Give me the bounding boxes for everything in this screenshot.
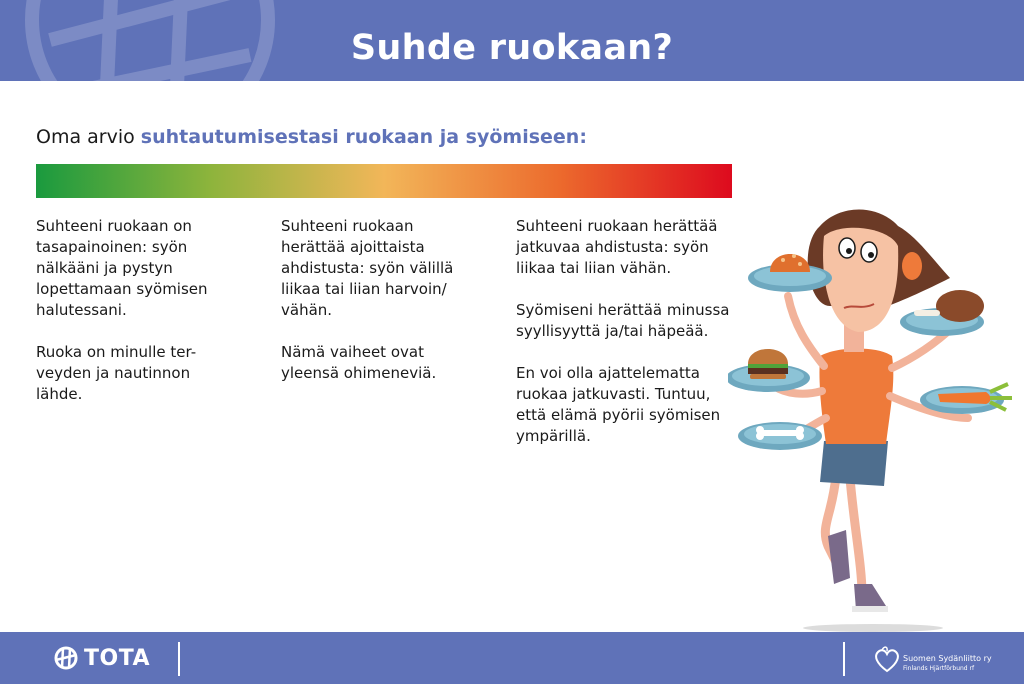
- heart-logo-icon[interactable]: [872, 644, 902, 674]
- footer-divider: [178, 642, 180, 676]
- tota-logo-icon: [52, 646, 80, 670]
- scale-question-accent: suhtautumisestasi ruokaan ja syömiseen:: [140, 126, 587, 148]
- header-banner: [0, 0, 1024, 81]
- org-name-swedish: Finlands Hjärtförbund rf: [903, 665, 975, 672]
- column-paragraph: Syömiseni herättää minussa syyllisyyttä ja/tai häpeää.: [516, 301, 730, 340]
- scale-question: [36, 126, 587, 148]
- column-paragraph: En voi olla ajattelematta ruokaa jatkuvasti. Tuntuu, että elämä pyörii syömisen ympärillä.: [516, 364, 721, 445]
- column-paragraph: Suhteeni ruokaan herättää jatkuvaa ahdistusta: syön liikaa tai liian vähän.: [516, 217, 718, 277]
- footer-bar: [0, 632, 1024, 684]
- column-paragraph: Nämä vaiheet ovat yleensä ohimeneviä.: [281, 343, 437, 382]
- footer-divider: [843, 642, 845, 676]
- column-paragraph: Ruoka on minulle ter-veyden ja nautinnon lähde.: [36, 343, 197, 403]
- scale-question-prefix: Oma arvio: [36, 126, 141, 148]
- org-name: Suomen Sydänliitto ry: [903, 654, 992, 663]
- column-balanced: [36, 216, 236, 426]
- tota-logo-text: TOTA: [84, 646, 151, 671]
- column-paragraph: Suhteeni ruokaan herättää ajoittaista ahdistusta: syön välillä liikaa tai liian harvoin/ vähän.: [281, 217, 454, 319]
- green-to-red-scale-bar: [36, 164, 732, 198]
- page-title: Suhde ruokaan?: [350, 28, 674, 68]
- column-constant-anxiety: [516, 216, 741, 468]
- tota-logo[interactable]: [52, 642, 152, 674]
- column-occasional-anxiety: [281, 216, 481, 405]
- column-paragraph: Suhteeni ruokaan on tasapainoinen: syön nälkääni ja pystyn lopettamaan syömisen halutessani.: [36, 217, 208, 319]
- woman-juggling-plates-illustration: [728, 186, 1024, 632]
